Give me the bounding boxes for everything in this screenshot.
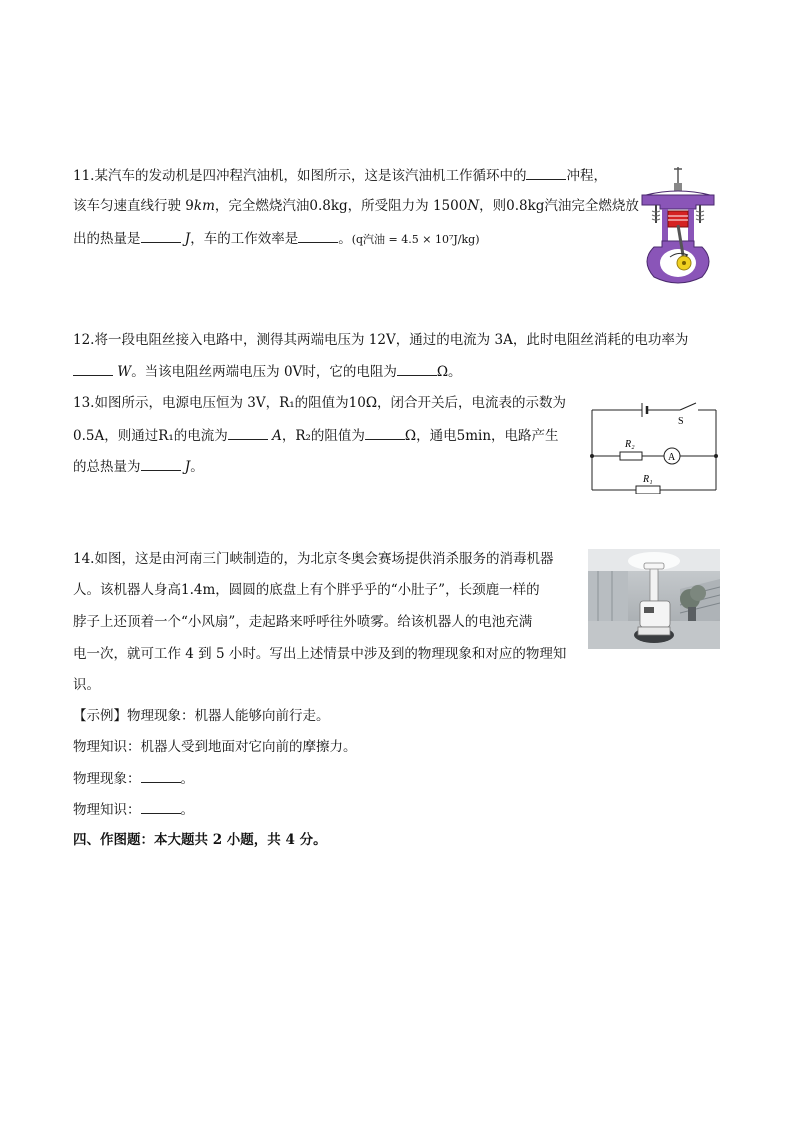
q14-line-3: 脖子上还顶着一个“小风扇”，走起路来呼呼往外喷雾。给该机器人的电池充满 [73, 614, 533, 630]
circuit-figure [588, 400, 720, 494]
q11-line-1: 11.某汽车的发动机是四冲程汽油机，如图所示，这是该汽油机工作循环中的 冲程， [73, 165, 607, 186]
q14-example-knowledge: 物理知识：机器人受到地面对它向前的摩擦力。 [73, 739, 357, 755]
q11-blank-efficiency[interactable] [298, 228, 338, 243]
q14-answer-knowledge: 物理知识： 。 [73, 799, 194, 820]
q14-line-4: 电一次，就可工作 4 到 5 小时。写出上述情景中涉及到的物理现象和对应的物理知 [73, 646, 567, 662]
q12-line-2: W。当该电阻丝两端电压为 0V时，它的电阻为 Ω。 [73, 361, 462, 382]
r1-label: R₁ [643, 474, 653, 485]
q12-blank-power[interactable] [73, 361, 113, 376]
section-4-heading: 四、作图题：本大题共 2 小题，共 4 分。 [73, 832, 327, 848]
switch-blade [680, 403, 696, 410]
resistor-r2 [620, 452, 642, 460]
q11-line-3: 出的热量是 J，车的工作效率是 。(q汽油 = 4.5 × 10⁷J/kg) [73, 228, 480, 250]
q14-line-2: 人。该机器人身高1.4m，圆圆的底盘上有个胖乎乎的“小肚子”，长颈鹿一样的 [73, 582, 540, 598]
q14-blank-phenomenon[interactable] [141, 768, 181, 783]
q14-line-5: 识。 [73, 677, 100, 693]
q11-line-2: 该车匀速直线行驶 9km，完全燃烧汽油0.8kg，所受阻力为 1500N，则0.8kg汽油完全燃烧放 [73, 198, 639, 214]
q13-line-3: 的总热量为 J。 [73, 456, 204, 477]
robot-photo [588, 549, 720, 649]
q12-blank-resistance[interactable] [397, 361, 437, 376]
q11-blank-stroke[interactable] [526, 165, 566, 180]
r2-label: R₂ [625, 439, 635, 450]
q14-line-1: 14.如图，这是由河南三门峡制造的，为北京冬奥会赛场提供消杀服务的消毒机器 [73, 551, 554, 567]
q14-blank-knowledge[interactable] [141, 799, 181, 814]
switch-label: S [678, 416, 684, 427]
q13-line-1: 13.如图所示，电源电压恒为 3V，R₁的阻值为10Ω，闭合开关后，电流表的示数为 [73, 395, 567, 411]
engine-figure [636, 165, 720, 285]
resistor-r1 [636, 486, 660, 494]
q14-answer-phenomenon: 物理现象： 。 [73, 768, 194, 789]
q13-blank-current[interactable] [228, 425, 268, 440]
q13-blank-heat[interactable] [141, 456, 181, 471]
q14-example-phenomenon: 【示例】物理现象：机器人能够向前行走。 [73, 708, 330, 724]
q11-blank-heat[interactable] [141, 228, 181, 243]
ammeter-label: A [668, 452, 676, 463]
q13-blank-r2[interactable] [365, 425, 405, 440]
q13-line-2: 0.5A，则通过R₁的电流为 A，R₂的阻值为 Ω，通电5min，电路产生 [73, 425, 559, 446]
q12-line-1: 12.将一段电阻丝接入电路中，测得其两端电压为 12V，通过的电流为 3A，此时电阻丝消耗的电功率为 [73, 332, 689, 348]
